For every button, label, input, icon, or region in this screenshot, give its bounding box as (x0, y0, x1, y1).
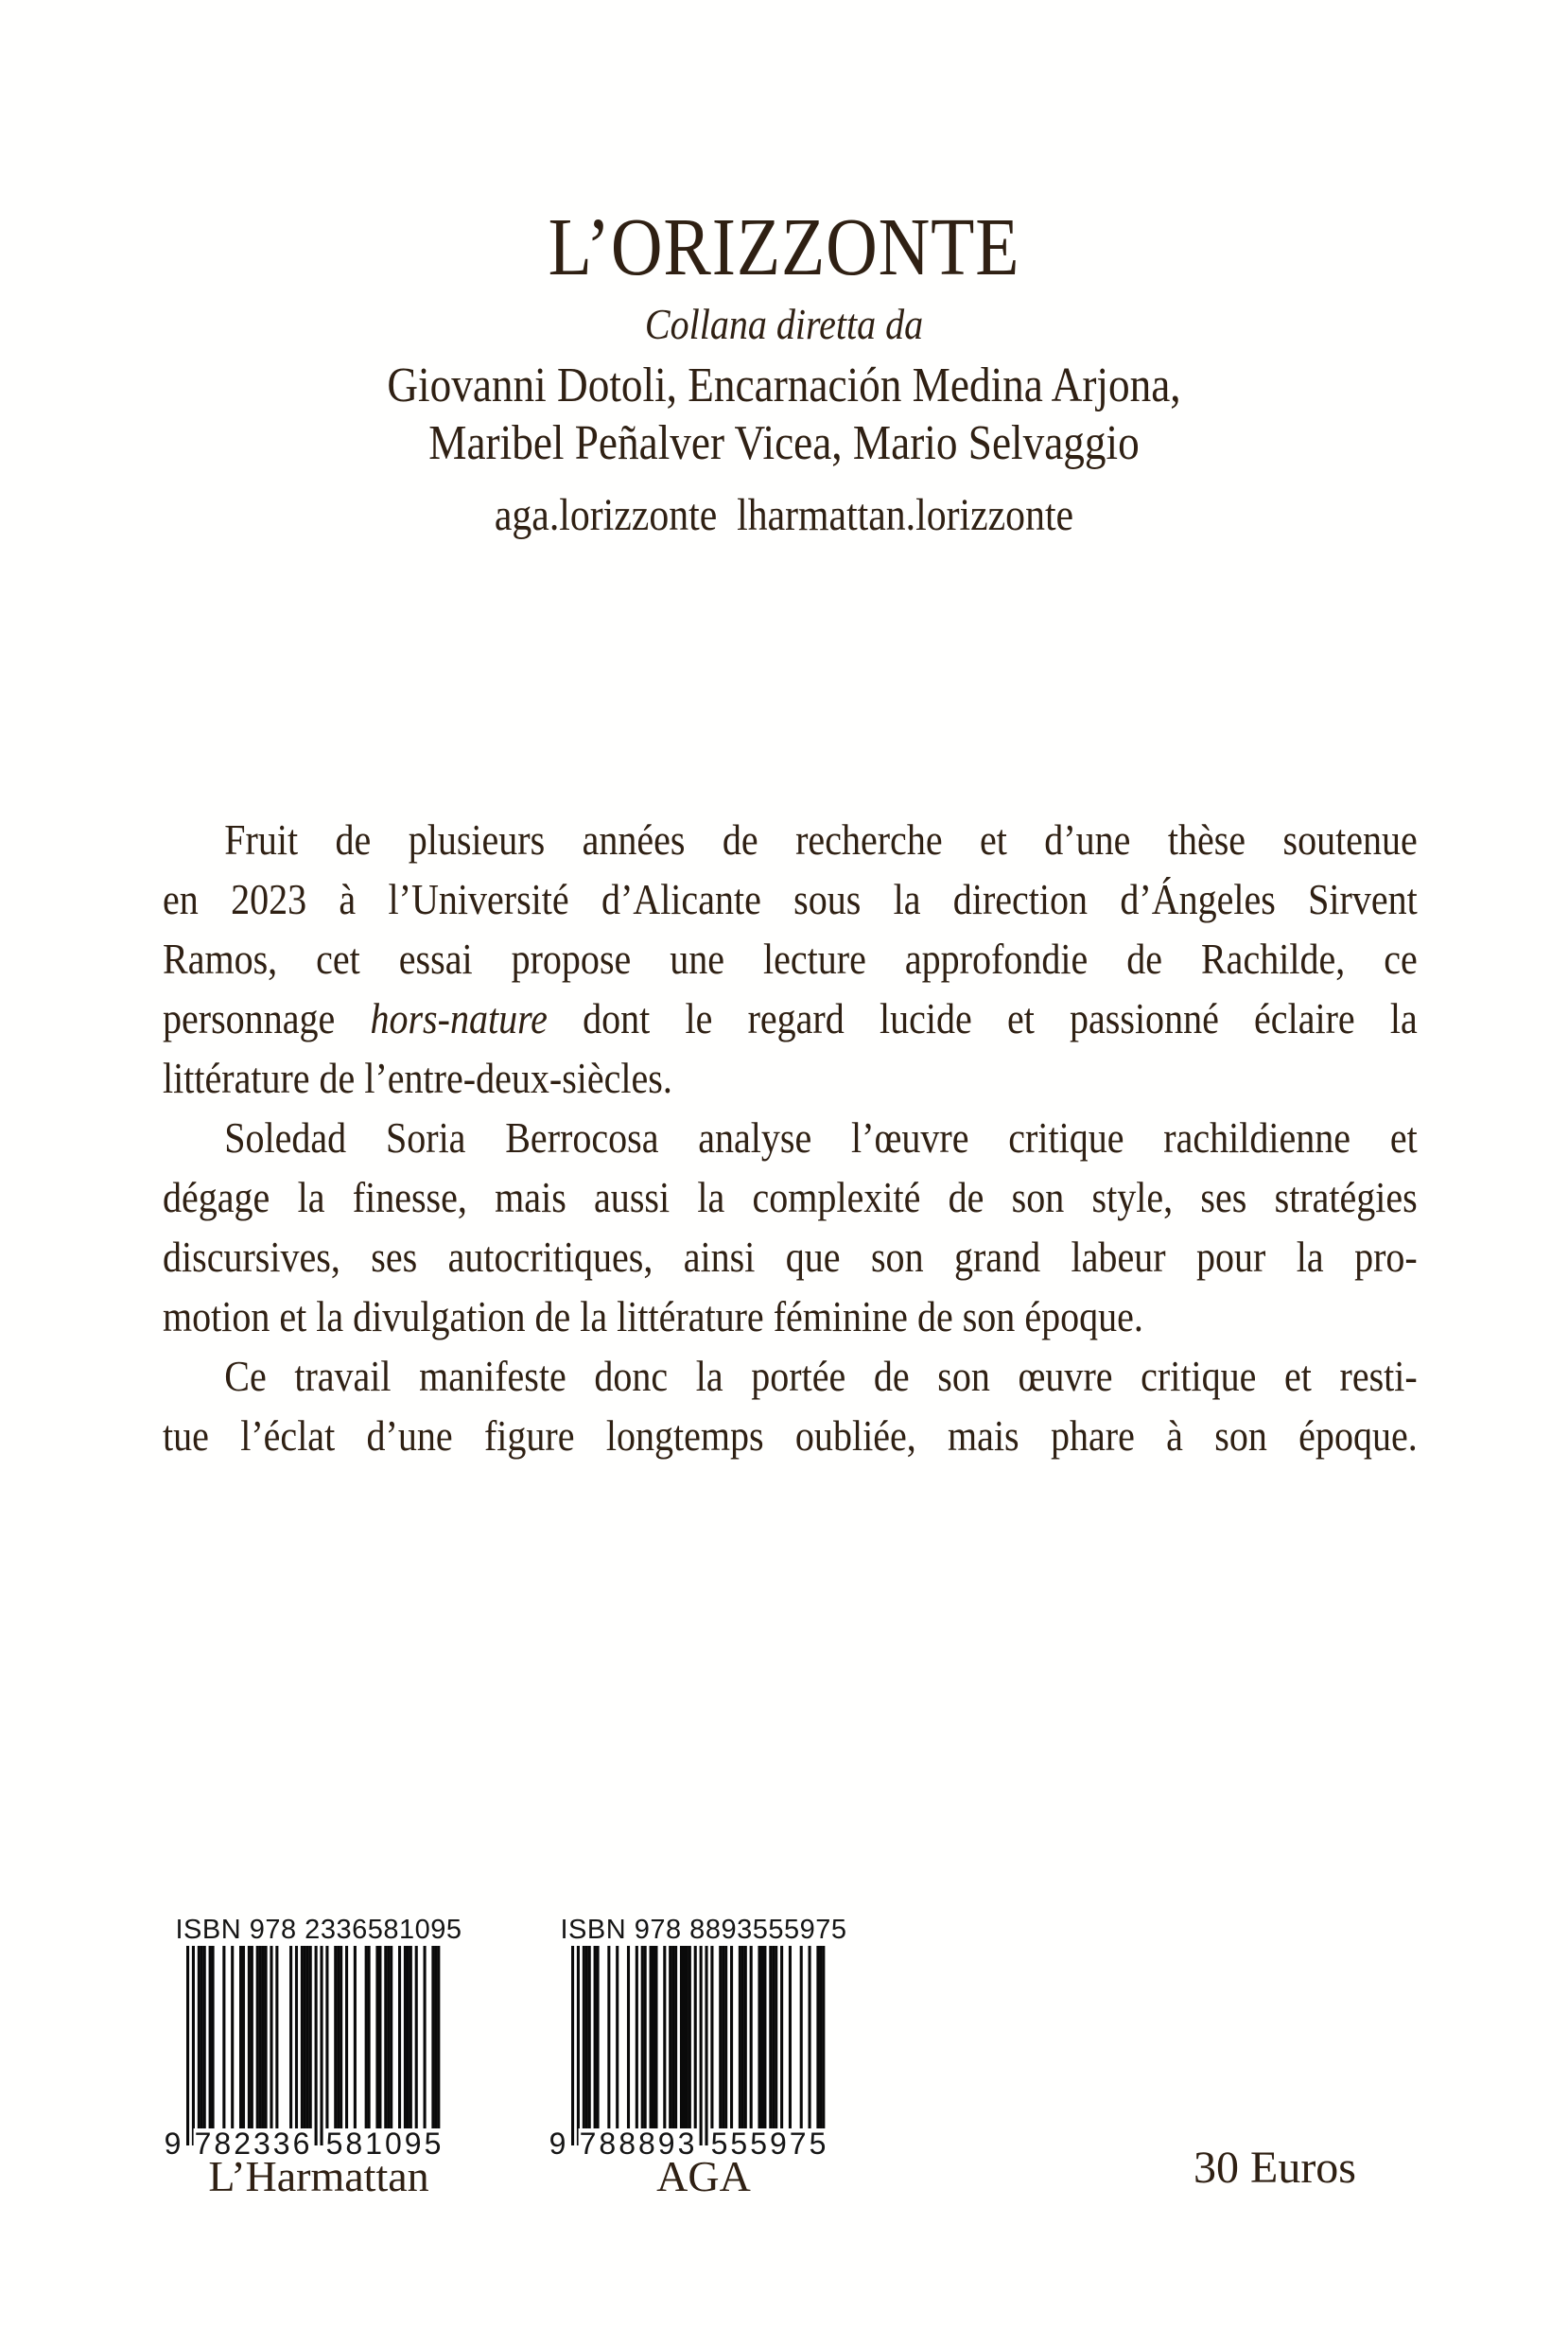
blurb-line: littérature de l’entre-deux-siècles. (163, 1054, 672, 1102)
barcode-block-harmattan (158, 1917, 479, 2219)
barcode-digit-group: 9 (164, 2127, 184, 2161)
barcode-digit-group: 782336 (194, 2127, 313, 2161)
publisher-imprint: L’Harmattan (208, 2152, 429, 2200)
blurb-line (163, 989, 1418, 1048)
header-block (102, 0, 1466, 605)
series-collections: aga.lorizzonte lharmattan.lorizzonte (494, 490, 1074, 540)
blurb-line: Fruit de plusieurs années de recherche et d’une thèse soutenue (224, 815, 1418, 864)
series-directors-line1: Giovanni Dotoli, Encarnación Medina Arjona, (387, 359, 1181, 412)
barcode-block-aga (543, 1917, 864, 2219)
blurb-text: dont le regard lucide et passionné éclaire la (547, 994, 1418, 1042)
barcode-digit-group: 9 (549, 2127, 569, 2161)
back-cover-blurb (163, 810, 1418, 1465)
blurb-line: motion et la divulgation de la littérature féminine de son époque. (163, 1292, 1143, 1340)
blurb-line: Ramos, cet essai propose une lecture approfondie de Rachilde, ce (163, 935, 1418, 983)
barcode-digit-group: 788893 (579, 2127, 698, 2161)
ean13-barcode (186, 1946, 451, 2145)
barcode-digit-group: 555975 (710, 2127, 829, 2161)
blurb-line: discursives, ses autocritiques, ainsi que son grand labeur pour la pro- (163, 1233, 1418, 1281)
ean13-barcode (571, 1946, 836, 2145)
isbn-label: ISBN 978 2336581095 (175, 1915, 462, 1945)
blurb-line: en 2023 à l’Université d’Alicante sous la direction d’Ángeles Sirvent (163, 875, 1418, 923)
isbn-label: ISBN 978 8893555975 (560, 1915, 847, 1945)
italic-term: hors-nature (370, 994, 548, 1042)
series-directors-line2: Maribel Peñalver Vicea, Mario Selvaggio (428, 416, 1140, 470)
blurb-line: dégage la finesse, mais aussi la complexité de son style, ses stratégies (163, 1173, 1418, 1221)
publisher-imprint: AGA (656, 2152, 751, 2200)
blurb-line: tue l’éclat d’une figure longtemps oubliée, mais phare à son époque. (163, 1411, 1418, 1460)
barcode-digit-group: 581095 (325, 2127, 444, 2161)
blurb-line: Ce travail manifeste donc la portée de son œuvre critique et resti- (224, 1352, 1418, 1400)
series-subtitle: Collana diretta da (644, 300, 924, 348)
blurb-text: personnage (163, 994, 371, 1042)
blurb-line: Soledad Soria Berrocosa analyse l’œuvre critique rachildienne et (224, 1113, 1418, 1162)
series-title: L’ORIZZONTE (548, 201, 1020, 292)
price: 30 Euros (1193, 2143, 1356, 2193)
